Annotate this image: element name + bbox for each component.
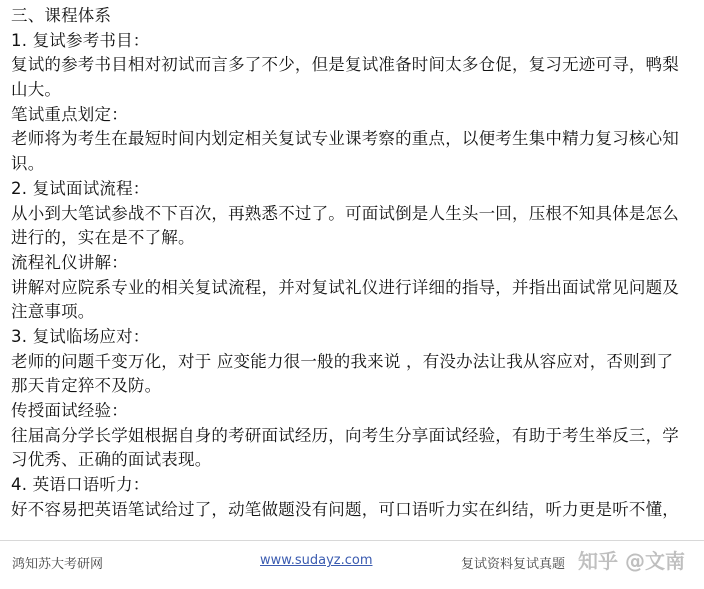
paragraph-line: 往届高分学长学姐根据自身的考研面试经历，向考生分享面试经验，有助于考生举反三，学 [11,425,679,445]
paragraph-line: 老师将为考生在最短时间内划定相关复试专业课考察的重点，以便考生集中精力复习核心知 [11,129,679,149]
item-heading: 传授面试经验： [11,401,128,420]
item-heading: 流程礼仪讲解： [11,252,128,272]
footer-note: 复试资料复试真题 [461,557,566,572]
paragraph-line: 复试的参考书目相对初试而言多了不少，但是复试准备时间太多仓促，复习无迹可寻，鸭梨 [11,55,679,75]
subsection-heading: 1. 复试参考书目： [11,30,150,50]
subsection-heading: 4. 英语口语听力： [11,475,150,495]
item-heading: 笔试重点划定： [11,104,128,124]
paragraph-line: 从小到大笔试参战不下百次，再熟悉不过了。可面试倒是人生头一回，压根不知具体是怎么 [11,203,679,223]
paragraph-line: 山大。 [11,80,62,100]
footer-site-name: 鸿知苏大考研网 [12,557,104,572]
paragraph-line: 好不容易把英语笔试给过了，动笔做题没有问题，可口语听力实在纠结，听力更是听不懂， [11,499,679,519]
paragraph-line: 识。 [11,154,45,174]
zhihu-watermark: 知乎 @文南 [578,549,685,573]
document-body [11,4,695,522]
footer-url-link[interactable]: www.sudayz.com [260,553,373,568]
paragraph-line: 讲解对应院系专业的相关复试流程，并对复试礼仪进行详细的指导，并指出面试常见问题及 [11,277,679,297]
paragraph-line: 注意事项。 [11,302,95,322]
subsection-heading: 2. 复试面试流程： [11,178,150,198]
paragraph-line: 老师的问题千变万化，对于 应变能力很一般的我来说 ，有没办法让我从容应对，否则到了 [11,351,674,371]
paragraph-line: 那天肯定猝不及防。 [11,376,162,396]
paragraph-line: 习优秀、正确的面试表现。 [11,450,212,470]
paragraph-line: 进行的，实在是不了解。 [11,228,195,248]
section-heading: 三、课程体系 [11,6,112,25]
subsection-heading: 3. 复试临场应对： [11,326,150,346]
